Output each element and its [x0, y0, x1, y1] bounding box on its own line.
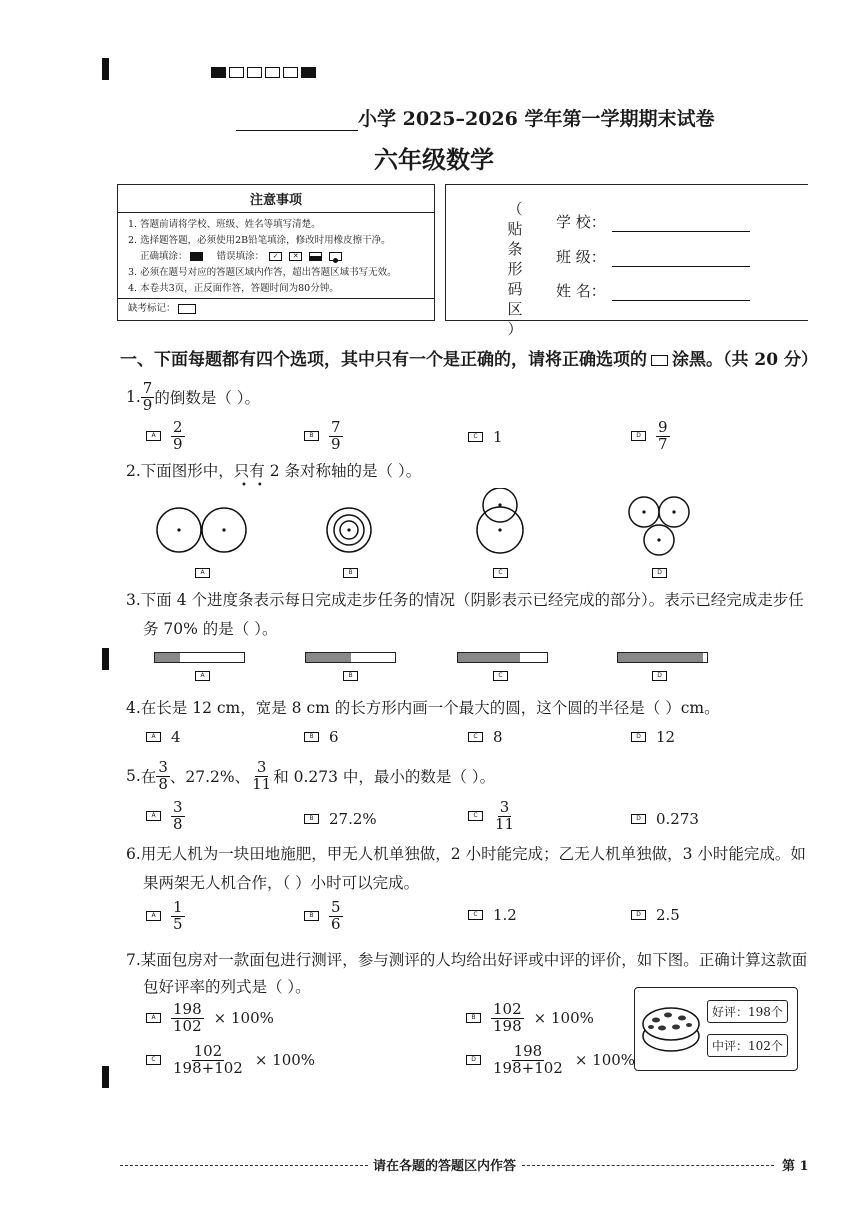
- question-6-line-2: 果两架无人机合作，（ ）小时可以完成。: [143, 874, 420, 892]
- q6-option-a[interactable]: A $\frac{1}{5}$: [146, 900, 185, 933]
- question-2: 2.下面图形中，只有 2 条对称轴的是（ ）。: [126, 462, 422, 480]
- class-row: 班 级：: [556, 246, 750, 267]
- q2-option-a[interactable]: A: [195, 568, 210, 578]
- question-7-line-2: 包好评率的列式是（ ）。: [143, 978, 311, 996]
- question-3-line-2: 务 70% 的是（ ）。: [143, 620, 278, 638]
- q3-bar-a: [154, 652, 245, 663]
- q3-bar-b-fill: [306, 653, 351, 662]
- q4-option-c[interactable]: C 8: [468, 728, 503, 746]
- q7-option-a[interactable]: A $\frac{198}{102}$ × 100%: [146, 1002, 274, 1035]
- q1-option-c[interactable]: C 1: [468, 428, 503, 446]
- mid-review-label: 中评：102个: [707, 1034, 788, 1057]
- notice-line-4: 4. 本卷共3页，正反面作答，答题时间为80分钟。: [128, 283, 339, 294]
- school-row: 学 校：: [556, 211, 750, 232]
- footer-instruction: 请在各题的答题区内作答: [373, 1159, 517, 1174]
- q7-option-b[interactable]: B $\frac{102}{198}$ × 100%: [466, 1002, 594, 1035]
- q6-option-c[interactable]: C 1.2: [468, 906, 517, 924]
- q3-option-c[interactable]: C: [493, 671, 508, 681]
- question-4: 4.在长是 12 cm，宽是 8 cm 的长方形内画一个最大的圆，这个圆的半径是（ ）cm。: [126, 699, 720, 717]
- q3-bar-a-fill: [155, 653, 180, 662]
- q3-option-b[interactable]: B: [343, 671, 358, 681]
- notice-heading: 注意事项: [118, 185, 434, 213]
- q3-bar-d-fill: [618, 653, 703, 662]
- q1-option-a[interactable]: A $\frac{2}{9}$: [146, 420, 185, 453]
- q4-option-a[interactable]: A 4: [146, 728, 181, 746]
- q3-bar-c-fill: [458, 653, 520, 662]
- footer-dash-left: [120, 1165, 368, 1166]
- q5-option-b[interactable]: B 27.2%: [304, 810, 377, 828]
- student-info-box: [445, 184, 808, 338]
- q2-option-d[interactable]: D: [652, 568, 667, 578]
- q6-option-b[interactable]: B $\frac{5}{6}$: [304, 900, 343, 933]
- question-5: 5. 在 $\frac{3}{8}$ 、27.2%、 $\frac{3}{11}$ 和 0.273 中，最小的数是（ ）。: [126, 758, 496, 793]
- q3-bar-c: [457, 652, 548, 663]
- alignment-mark: [102, 648, 109, 670]
- q1-option-b[interactable]: B $\frac{7}{9}$: [304, 420, 343, 453]
- notice-line-1: 1. 答题前请将学校、班级、姓名等填写清楚。: [128, 219, 321, 230]
- barcode-label: （ 贴 条 形 码 区 ）: [507, 200, 523, 338]
- q2-figures: [140, 488, 700, 580]
- alignment-mark: [102, 1066, 109, 1088]
- q5-option-a[interactable]: A $\frac{3}{8}$: [146, 800, 185, 833]
- name-row: 姓 名：: [556, 280, 750, 301]
- q5-option-c[interactable]: C $\frac{3}{11}$: [468, 800, 516, 833]
- q7-option-c[interactable]: C $\frac{102}{198+102}$ × 100%: [146, 1044, 315, 1077]
- q4-option-b[interactable]: B 6: [304, 728, 339, 746]
- bread-icon: [640, 1000, 702, 1058]
- q5-option-d[interactable]: D 0.273: [631, 810, 699, 828]
- review-box: [634, 987, 798, 1071]
- page-number: 第 1: [782, 1159, 809, 1174]
- q3-bar-b: [305, 652, 396, 663]
- question-7-line-1: 7.某面包房对一款面包进行测评，参与测评的人均给出好评或中评的评价，如下图。正确计算这款面: [126, 951, 808, 969]
- q2-option-b[interactable]: B: [343, 568, 358, 578]
- q2-option-c[interactable]: C: [493, 568, 508, 578]
- exam-title: 小学 2025–2026 学年第一学期期末试卷: [236, 104, 715, 131]
- notice-line-3: 3. 必须在题号对应的答题区域内作答，超出答题区域书写无效。: [128, 267, 397, 278]
- exam-code-marks: [211, 62, 319, 81]
- good-review-label: 好评：198个: [707, 1000, 788, 1023]
- emphasis-dots: ••: [241, 480, 273, 491]
- question-3-line-1: 3.下面 4 个进度条表示每日完成走步任务的情况（阴影表示已经完成的部分）。表示已经完成走步任: [126, 591, 804, 609]
- alignment-mark: [102, 58, 109, 80]
- q7-option-d[interactable]: D $\frac{198}{198+102}$ × 100%: [466, 1044, 635, 1077]
- q1-option-d[interactable]: D $\frac{9}{7}$: [631, 420, 670, 453]
- notice-box: [117, 184, 435, 321]
- q6-option-d[interactable]: D 2.5: [631, 906, 680, 924]
- q4-option-d[interactable]: D 12: [631, 728, 675, 746]
- question-6-line-1: 6.用无人机为一块田地施肥，甲无人机单独做，2 小时能完成；乙无人机单独做，3 小时能完成。如: [126, 845, 806, 863]
- notice-line-2: 2. 选择题答题，必须使用2B铅笔填涂，修改时用橡皮擦干净。: [128, 235, 391, 246]
- absent-mark: 缺考标记：: [118, 301, 198, 317]
- subject-title: 六年级数学: [374, 146, 494, 174]
- question-1: 1. $\frac{7}{9}$ 的倒数是（ ）。: [126, 379, 261, 414]
- footer-dash-right: [522, 1165, 774, 1166]
- q3-option-a[interactable]: A: [195, 671, 210, 681]
- q3-bar-d: [617, 652, 708, 663]
- section-1-title: 一、下面每题都有四个选项，其中只有一个是正确的，请将正确选项的 涂黑。（共 20 分）: [120, 350, 818, 370]
- notice-fill-example: 正确填涂： 错误填涂： ✓ ✕: [118, 249, 434, 265]
- q3-option-d[interactable]: D: [652, 671, 667, 681]
